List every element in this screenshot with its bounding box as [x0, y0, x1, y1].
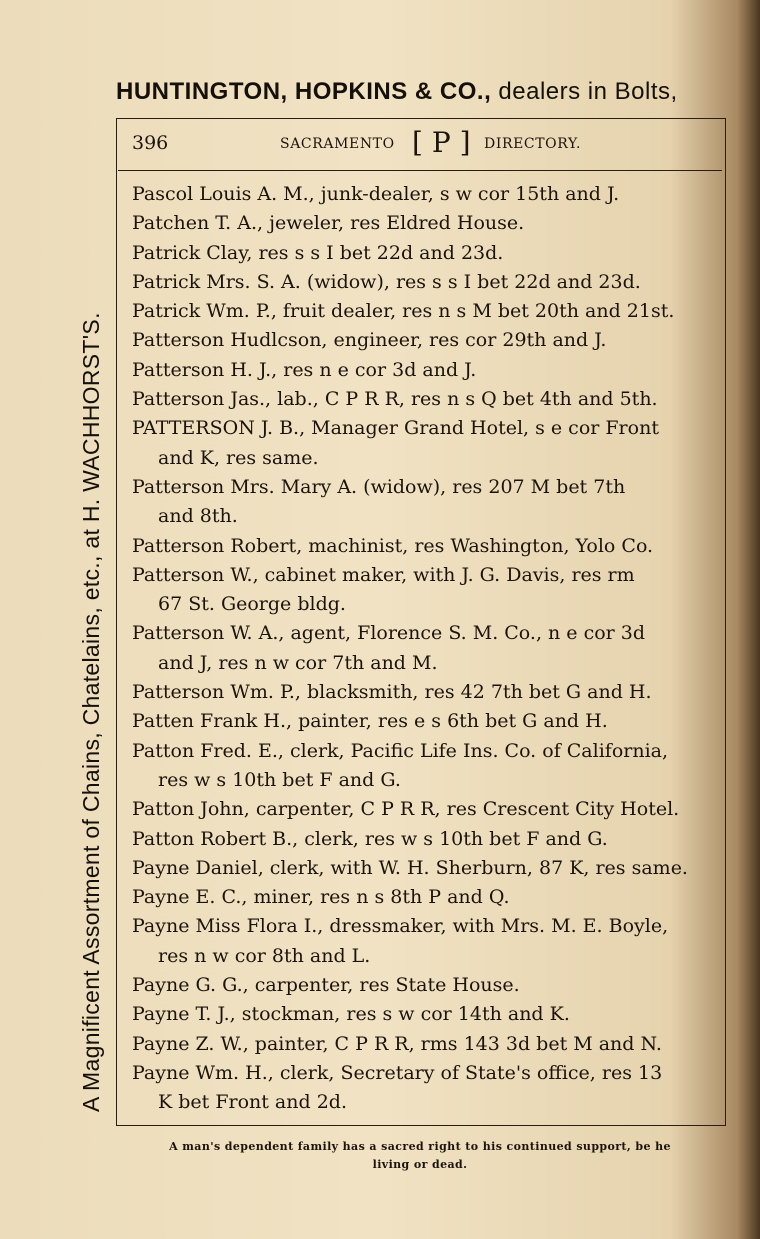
directory-entry: Patchen T. A., jeweler, res Eldred House. [132, 212, 525, 235]
directory-entry-continuation: and K, res same. [158, 446, 319, 469]
directory-entry-continuation: res w s 10th bet F and G. [158, 768, 401, 791]
page-number: 396 [132, 132, 169, 154]
directory-entry: Payne G. G., carpenter, res State House. [132, 974, 520, 997]
directory-entry: Payne Daniel, clerk, with W. H. Sherburn, 87 K, res same. [132, 856, 688, 879]
top-advertisement-banner [116, 78, 736, 106]
directory-entry: Patrick Wm. P., fruit dealer, res n s M bet 20th and 21st. [132, 300, 675, 323]
side-advertisement-banner: A Magnificent Assortment of Chains, Chatelains, etc., at H. WACHHORST'S. [78, 312, 104, 1112]
directory-entry: Patrick Mrs. S. A. (widow), res s s I bet 22d and 23d. [132, 270, 641, 293]
directory-entry: Patterson W. A., agent, Florence S. M. Co., n e cor 3d [132, 622, 646, 645]
header-rule [118, 170, 722, 171]
directory-entry-continuation: and J, res n w cor 7th and M. [158, 651, 438, 674]
directory-entry: Patterson Mrs. Mary A. (widow), res 207 M bet 7th [132, 475, 626, 498]
directory-entry: Payne Z. W., painter, C P R R, rms 143 3d bet M and N. [132, 1032, 662, 1055]
header-directory: DIRECTORY. [484, 136, 582, 152]
directory-entry: Payne E. C., miner, res n s 8th P and Q. [132, 886, 510, 909]
footer-motto [118, 1138, 722, 1174]
directory-entry: Patterson Hudlcson, engineer, res cor 29th and J. [132, 329, 607, 352]
directory-entry: Patterson Wm. P., blacksmith, res 42 7th bet G and H. [132, 681, 652, 704]
directory-entry: Patterson Jas., lab., C P R R, res n s Q bet 4th and 5th. [132, 388, 658, 411]
directory-entry: Pascol Louis A. M., junk-dealer, s w cor 15th and J. [132, 183, 620, 205]
directory-entries [132, 180, 722, 1118]
header-letter: [ P ] [412, 126, 471, 159]
directory-entry: Patten Frank H., painter, res e s 6th bet G and H. [132, 710, 608, 733]
directory-entry: Payne Miss Flora I., dressmaker, with Mrs. M. E. Boyle, [132, 915, 669, 938]
directory-entry: Patterson H. J., res n e cor 3d and J. [132, 358, 477, 381]
directory-entry: Payne Wm. H., clerk, Secretary of State's office, res 13 [132, 1061, 663, 1084]
directory-entry: Patton John, carpenter, C P R R, res Crescent City Hotel. [132, 798, 680, 821]
directory-entry: Patton Fred. E., clerk, Pacific Life Ins. Co. of California, [132, 739, 669, 762]
directory-entry: Patterson Robert, machinist, res Washington, Yolo Co. [132, 534, 654, 557]
header-city: SACRAMENTO [280, 136, 395, 152]
directory-entry: Patterson W., cabinet maker, with J. G. Davis, res rm [132, 563, 635, 586]
directory-entry-continuation: K bet Front and 2d. [158, 1091, 347, 1114]
directory-entry-continuation: res n w cor 8th and L. [158, 944, 371, 967]
directory-entry: Payne T. J., stockman, res s w cor 14th and K. [132, 1003, 570, 1026]
footer-line-2: living or dead. [372, 1158, 468, 1171]
footer-line-1: A man's dependent family has a sacred right to his continued support, be he [169, 1140, 671, 1153]
directory-entry-continuation: and 8th. [158, 505, 238, 528]
directory-entry: PATTERSON J. B., Manager Grand Hotel, s e cor Front [132, 417, 659, 440]
top-banner-firm: HUNTINGTON, HOPKINS & CO., [116, 78, 492, 105]
directory-entry-continuation: 67 St. George bldg. [158, 593, 346, 616]
page-header [130, 128, 720, 162]
directory-entry: Patrick Clay, res s s I bet 22d and 23d. [132, 241, 504, 264]
top-banner-text: dealers in Bolts, [491, 78, 678, 105]
directory-entry: Patton Robert B., clerk, res w s 10th bet F and G. [132, 827, 608, 850]
